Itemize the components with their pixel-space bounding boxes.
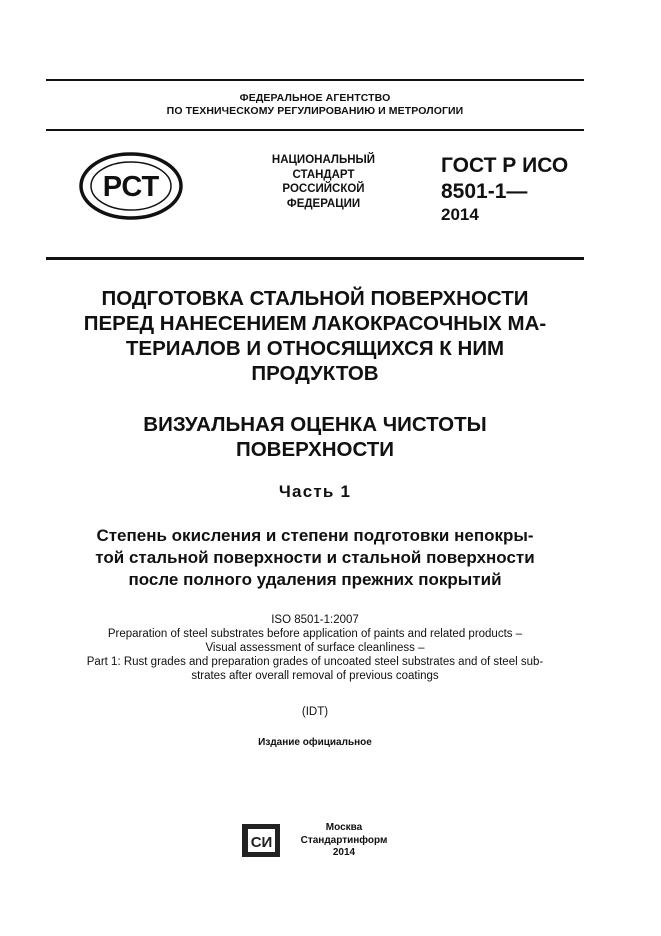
part-title-line-2: той стальной поверхности и стальной поверхности: [95, 548, 535, 567]
subtitle-line-1: ВИЗУАЛЬНАЯ ОЦЕНКА ЧИСТОТЫ: [143, 413, 487, 436]
part-title: [46, 525, 584, 591]
title-line-3: ТЕРИАЛОВ И ОТНОСЯЩИХСЯ К НИМ: [125, 337, 505, 360]
natstd-line-3: РОССИЙСКОЙ: [282, 183, 365, 195]
top-rule: [46, 79, 584, 81]
publisher-name: Стандартинформ: [300, 834, 388, 846]
iso-line-3: Visual assessment of surface cleanliness –: [205, 642, 425, 654]
document-title: [46, 286, 584, 386]
publisher-info: [290, 822, 398, 860]
document-subtitle: [46, 412, 584, 462]
designation-line-3: 2014: [441, 205, 479, 224]
natstd-line-2: СТАНДАРТ: [292, 168, 355, 181]
logo-text: РСТ: [102, 171, 160, 203]
designation-line-1: ГОСТ Р ИСО: [441, 154, 569, 177]
title-line-2: ПЕРЕД НАНЕСЕНИЕМ ЛАКОКРАСОЧНЫХ МА-: [83, 312, 547, 335]
title-line-4: ПРОДУКТОВ: [251, 362, 379, 385]
iso-line-2: Preparation of steel substrates before application of paints and related products –: [107, 628, 523, 640]
agency-rule: [46, 129, 584, 131]
iso-line-4: Part 1: Rust grades and preparation grades of uncoated steel substrates and of steel sub-: [86, 656, 544, 668]
publisher-city: Москва: [325, 822, 363, 833]
agency-line-1: ФЕДЕРАЛЬНОЕ АГЕНТСТВО: [239, 92, 391, 104]
rst-logo-icon: [79, 152, 183, 220]
iso-line-5: strates after overall removal of previous coatings: [191, 670, 439, 682]
iso-line-1: ISO 8501-1:2007: [271, 614, 359, 626]
official-edition-label: Издание официальное: [258, 737, 372, 748]
part-title-line-3: после полного удаления прежних покрытий: [128, 570, 502, 589]
natstd-line-1: НАЦИОНАЛЬНЫЙ: [271, 154, 376, 166]
subtitle-line-2: ПОВЕРХНОСТИ: [235, 438, 395, 461]
idt-label: (IDT): [301, 706, 329, 718]
natstd-line-4: ФЕДЕРАЦИИ: [286, 197, 361, 210]
publisher-year: 2014: [332, 847, 356, 858]
agency-header: [46, 92, 584, 118]
national-standard-label: [246, 153, 401, 211]
part-title-line-1: Степень окисления и степени подготовки непокры-: [96, 526, 534, 545]
designation-line-2: 8501-1—: [441, 180, 528, 203]
iso-reference: [40, 613, 590, 683]
part-number: Часть 1: [278, 482, 352, 501]
agency-line-2: ПО ТЕХНИЧЕСКОМУ РЕГУЛИРОВАНИЮ И МЕТРОЛОГИИ: [166, 105, 464, 117]
standartinform-logo-icon: [239, 820, 283, 860]
header-bottom-rule: [46, 257, 584, 260]
publisher-logo-text: СИ: [250, 834, 273, 851]
standard-designation: [441, 153, 568, 225]
title-line-1: ПОДГОТОВКА СТАЛЬНОЙ ПОВЕРХНОСТИ: [101, 287, 529, 310]
